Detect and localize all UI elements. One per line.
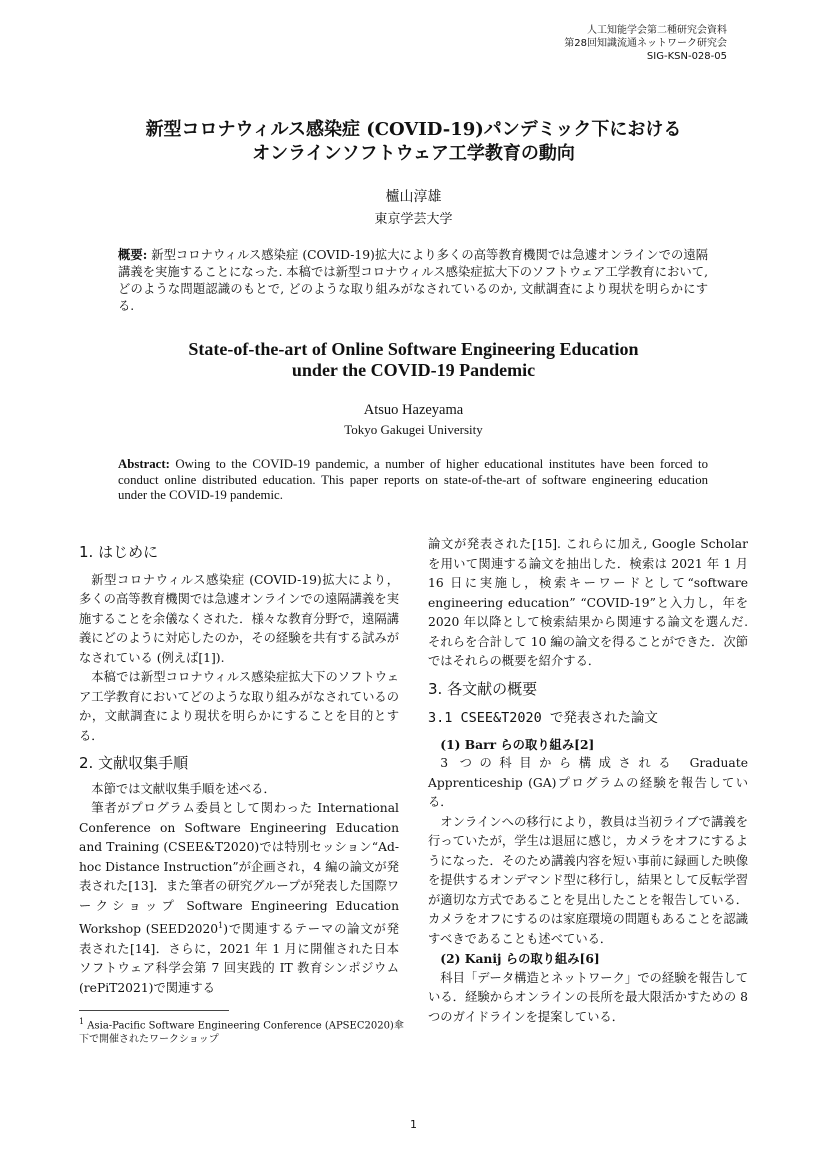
item-1-paragraph-2: オンラインへの移行により，教員は当初ライブで講義を行っていたが，学生は退屈に感じ，カメラをオフにするようになった．そのため講義内容を短い事前に録画した映像を提供するオンデマンド型に移行し，結果として反転学習が適切な方式であることを見出したことを報告している．カメラをオフにするのは家庭環境の問題もあることを認識すべきであることも述べている．	[428, 814, 748, 946]
header-line-1: 人工知能学会第二種研究会資料	[587, 25, 727, 36]
footnote-text: Asia-Pacific Software Engineering Conference (APSEC2020)傘下で開催されたワークショップ	[79, 1020, 404, 1046]
japanese-abstract	[118, 246, 708, 315]
section-2-paragraph-2	[79, 799, 399, 998]
footnote-number: 1	[79, 1017, 85, 1026]
japanese-title-line-1: 新型コロナウィルス感染症 (COVID-19)パンデミック下における	[145, 119, 682, 140]
item-2-heading: (2) Kanij らの取り組み[6]	[440, 951, 600, 966]
left-column	[79, 543, 399, 998]
section-1-heading: 1. はじめに	[79, 543, 159, 561]
footnote-divider	[79, 1010, 229, 1011]
section-1-paragraph-1: 新型コロナウィルス感染症 (COVID-19)拡大により，多くの高等教育機関では急遽オンラインでの遠隔講義を実施することを余儀なくされた．様々な教育分野で，遠隔講義にどのように対応したのか，その経験を共有する試みがなされている (例えば[1]).	[79, 572, 399, 665]
section-2-paragraph-2-part-b: )で関連するテーマの論文が発表された[14]．さらに，2021 年 1 月に開催された日本ソフトウェア科学会第 7 回実践的 IT 教育シンポジウム (rePiT2021)で関連する	[79, 922, 399, 995]
japanese-affiliation: 東京学芸大学	[374, 212, 453, 227]
japanese-author: 櫨山淳雄	[385, 189, 442, 205]
section-2-continuation: 論文が発表された[15]. これらに加え, Google Scholar を用いて関連する論文を抽出した．検索は 2021 年 1 月 16 日に実施し，検索キーワードとして“software engineering education” “COVID-19”と入力し，年を 2020 年以降として検索結果から関連する論文を選んだ. それらを合計して 10 編の論文を得ることができた．次節ではそれらの概要を紹介する．	[428, 537, 748, 668]
header-line-3: SIG-KSN-028-05	[646, 51, 727, 62]
running-header	[564, 24, 727, 63]
footnote-marker: 1	[218, 921, 224, 930]
page-number: 1	[410, 1118, 417, 1131]
english-title-line-2: under the COVID-19 Pandemic	[291, 360, 536, 380]
japanese-abstract-text: 新型コロナウィルス感染症 (COVID-19)拡大により多くの高等教育機関では急遽オンラインでの遠隔講義を実施することになった. 本稿では新型コロナウィルス感染症拡大下のソフトウェア工学教育において, どのような問題認識のもとで, どのような取り組みがなされているのか, 文献調査により現状を明らかにする.	[118, 248, 708, 313]
english-title	[0, 339, 827, 381]
english-author: Atsuo Hazeyama	[363, 402, 464, 418]
section-2-paragraph-2-part-a: 筆者がプログラム委員として関わった International Conference on Software Engineering Education and Training (CSEE&T2020)では特別セッション“Ad-hoc Distance Instruction”が企画され，4 編の論文が発表された[13]．また筆者の研究グループが発表した国際ワークショップ Software Engineering Education Workshop (SEED2020	[79, 801, 399, 937]
section-1-paragraph-2: 本稿では新型コロナウィルス感染症拡大下のソフトウェア工学教育においてどのような取り組みがなされているのか，文献調査により現状を明らかにすることを目的とする．	[79, 670, 399, 743]
japanese-title	[0, 118, 827, 166]
item-1-heading: (1) Barr らの取り組み[2]	[440, 736, 595, 752]
english-affiliation: Tokyo Gakugei University	[344, 422, 483, 437]
japanese-abstract-label: 概要:	[118, 247, 148, 262]
section-3-heading: 3. 各文献の概要	[428, 679, 538, 698]
english-abstract-text: Owing to the COVID-19 pandemic, a number of higher educational institutes have been forced to conduct online distributed education. This paper reports on state-of-the-art of software engineering education under the COVID-19 pandemic.	[118, 457, 708, 502]
section-2-paragraph-1: 本節では文献収集手順を述べる．	[91, 781, 276, 796]
section-2-heading: 2. 文献収集手順	[79, 754, 189, 772]
item-2-paragraph-1: 科目「データ構造とネットワーク」での経験を報告している．経験からオンラインの長所を最大限活かすための 8 つのガイドラインを提案している．	[428, 970, 748, 1024]
english-abstract	[118, 457, 708, 504]
english-title-line-1: State-of-the-art of Online Software Engineering Education	[188, 339, 639, 359]
header-line-2: 第28回知識流通ネットワーク研究会	[564, 38, 727, 49]
item-1-paragraph-1: 3 つの科目から構成される Graduate Apprenticeship (GA)プログラムの経験を報告している．	[428, 756, 748, 809]
right-column	[428, 535, 748, 1027]
footnote	[79, 1015, 404, 1047]
japanese-title-line-2: オンラインソフトウェア工学教育の動向	[252, 143, 575, 164]
english-abstract-label: Abstract:	[118, 457, 170, 471]
subsection-3-1-heading: 3.1 CSEE&T2020 で発表された論文	[428, 710, 658, 726]
